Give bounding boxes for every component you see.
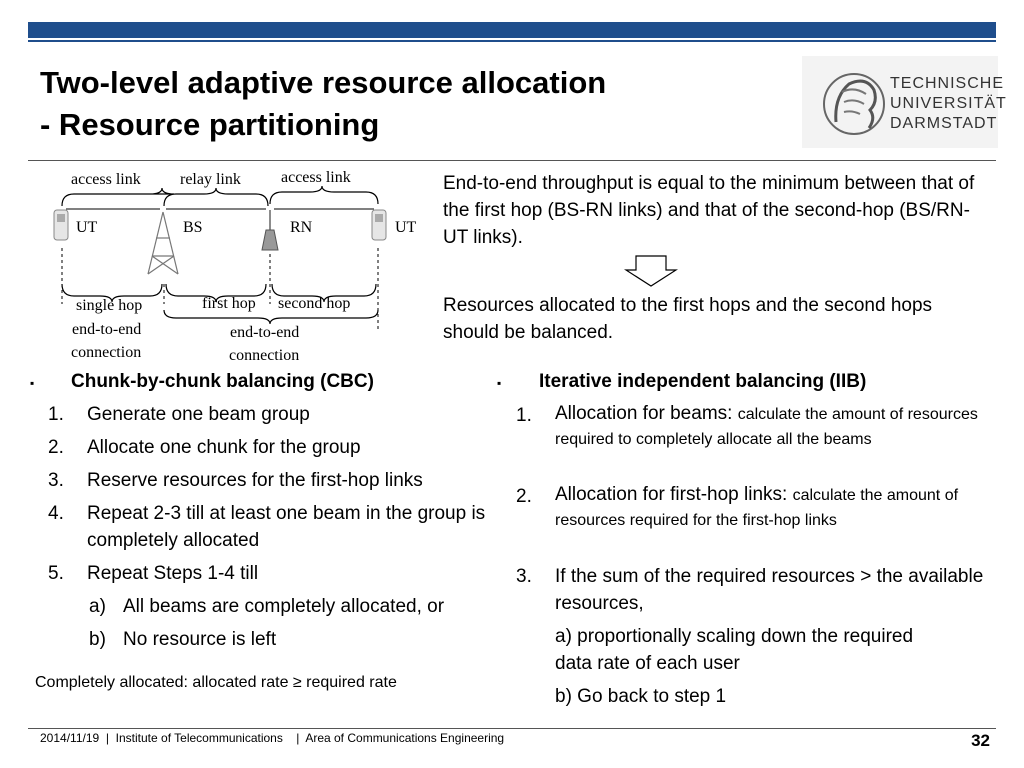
relay-network-diagram [40,164,440,364]
end-to-end-right-label: end-to-end [230,324,300,341]
athena-head-icon [814,62,894,142]
cbc-bullet-icon: ▪ [30,376,35,390]
second-hop-label: second hop [278,295,351,312]
iib-item-2-lead: Allocation for first-hop links: [555,484,793,505]
rn-relay-icon [262,210,278,250]
iib-sub-item-b: b) Go back to step 1 [555,686,727,707]
slide-title [40,62,606,146]
footer-area: Area of Communications Engineering [305,731,505,745]
single-hop-label: single hop [76,297,143,314]
ut-right-label: UT [395,219,417,236]
ut-left-label: UT [76,219,98,236]
footer-separator: | [286,731,303,745]
iib-item-2-detail: calculate the amount of resources required for the first-hop links [555,487,959,529]
logo-text: TECHNISCHE UNIVERSITÄT DARMSTADT [890,75,1007,132]
footer-separator: | [102,731,113,745]
rn-label: RN [290,219,313,236]
iib-sub-item-a: a) proportionally scaling down the required data rate of each user [555,626,914,674]
footer-divider [28,728,996,729]
first-hop-label: first hop [202,295,256,312]
cbc-footnote: Completely allocated: allocated rate ≥ required rate [35,674,397,691]
top-accent-bar [28,22,996,38]
access-link-right-label: access link [281,169,351,186]
iib-heading: Iterative independent balancing (IIB) [539,371,867,392]
access-link-left-brace [62,188,174,206]
connection-right-label: connection [229,347,300,364]
access-link-right-brace [270,186,378,204]
throughput-note: End-to-end throughput is equal to the minimum between that of the first hop (BS-RN links) and that of the second-hop (BS/RN-UT links). [443,173,975,248]
header-divider [28,160,996,161]
iib-item-1-detail: calculate the amount of resources required to completely allocate all the beams [555,406,978,448]
footer-date: 2014/11/19 [40,731,100,745]
footer [40,731,504,745]
bs-tower-icon [148,212,178,274]
end-to-end-left-label: end-to-end [72,321,142,338]
ut-right-phone-icon [372,210,386,240]
balanced-note: Resources allocated to the first hops and the second hops should be balanced. [443,295,933,343]
cbc-heading: Chunk-by-chunk balancing (CBC) [71,371,374,392]
title-line-2: - Resource partitioning [40,107,380,142]
connection-left-label: connection [71,344,142,361]
access-link-left-label: access link [71,171,141,188]
page-number: 32 [971,731,990,750]
ut-left-phone-icon [54,210,68,240]
iib-item-1-lead: Allocation for beams: [555,403,738,424]
end-to-end-brace [164,310,378,324]
iib-bullet-icon: ▪ [497,376,502,390]
top-accent-line [28,40,996,42]
title-line-1: Two-level adaptive resource allocation [40,65,607,100]
relay-link-label: relay link [180,171,241,188]
footer-institute: Institute of Telecommunications [115,731,283,745]
bs-label: BS [183,219,203,236]
down-arrow-icon [624,254,678,288]
relay-link-brace [164,188,268,206]
